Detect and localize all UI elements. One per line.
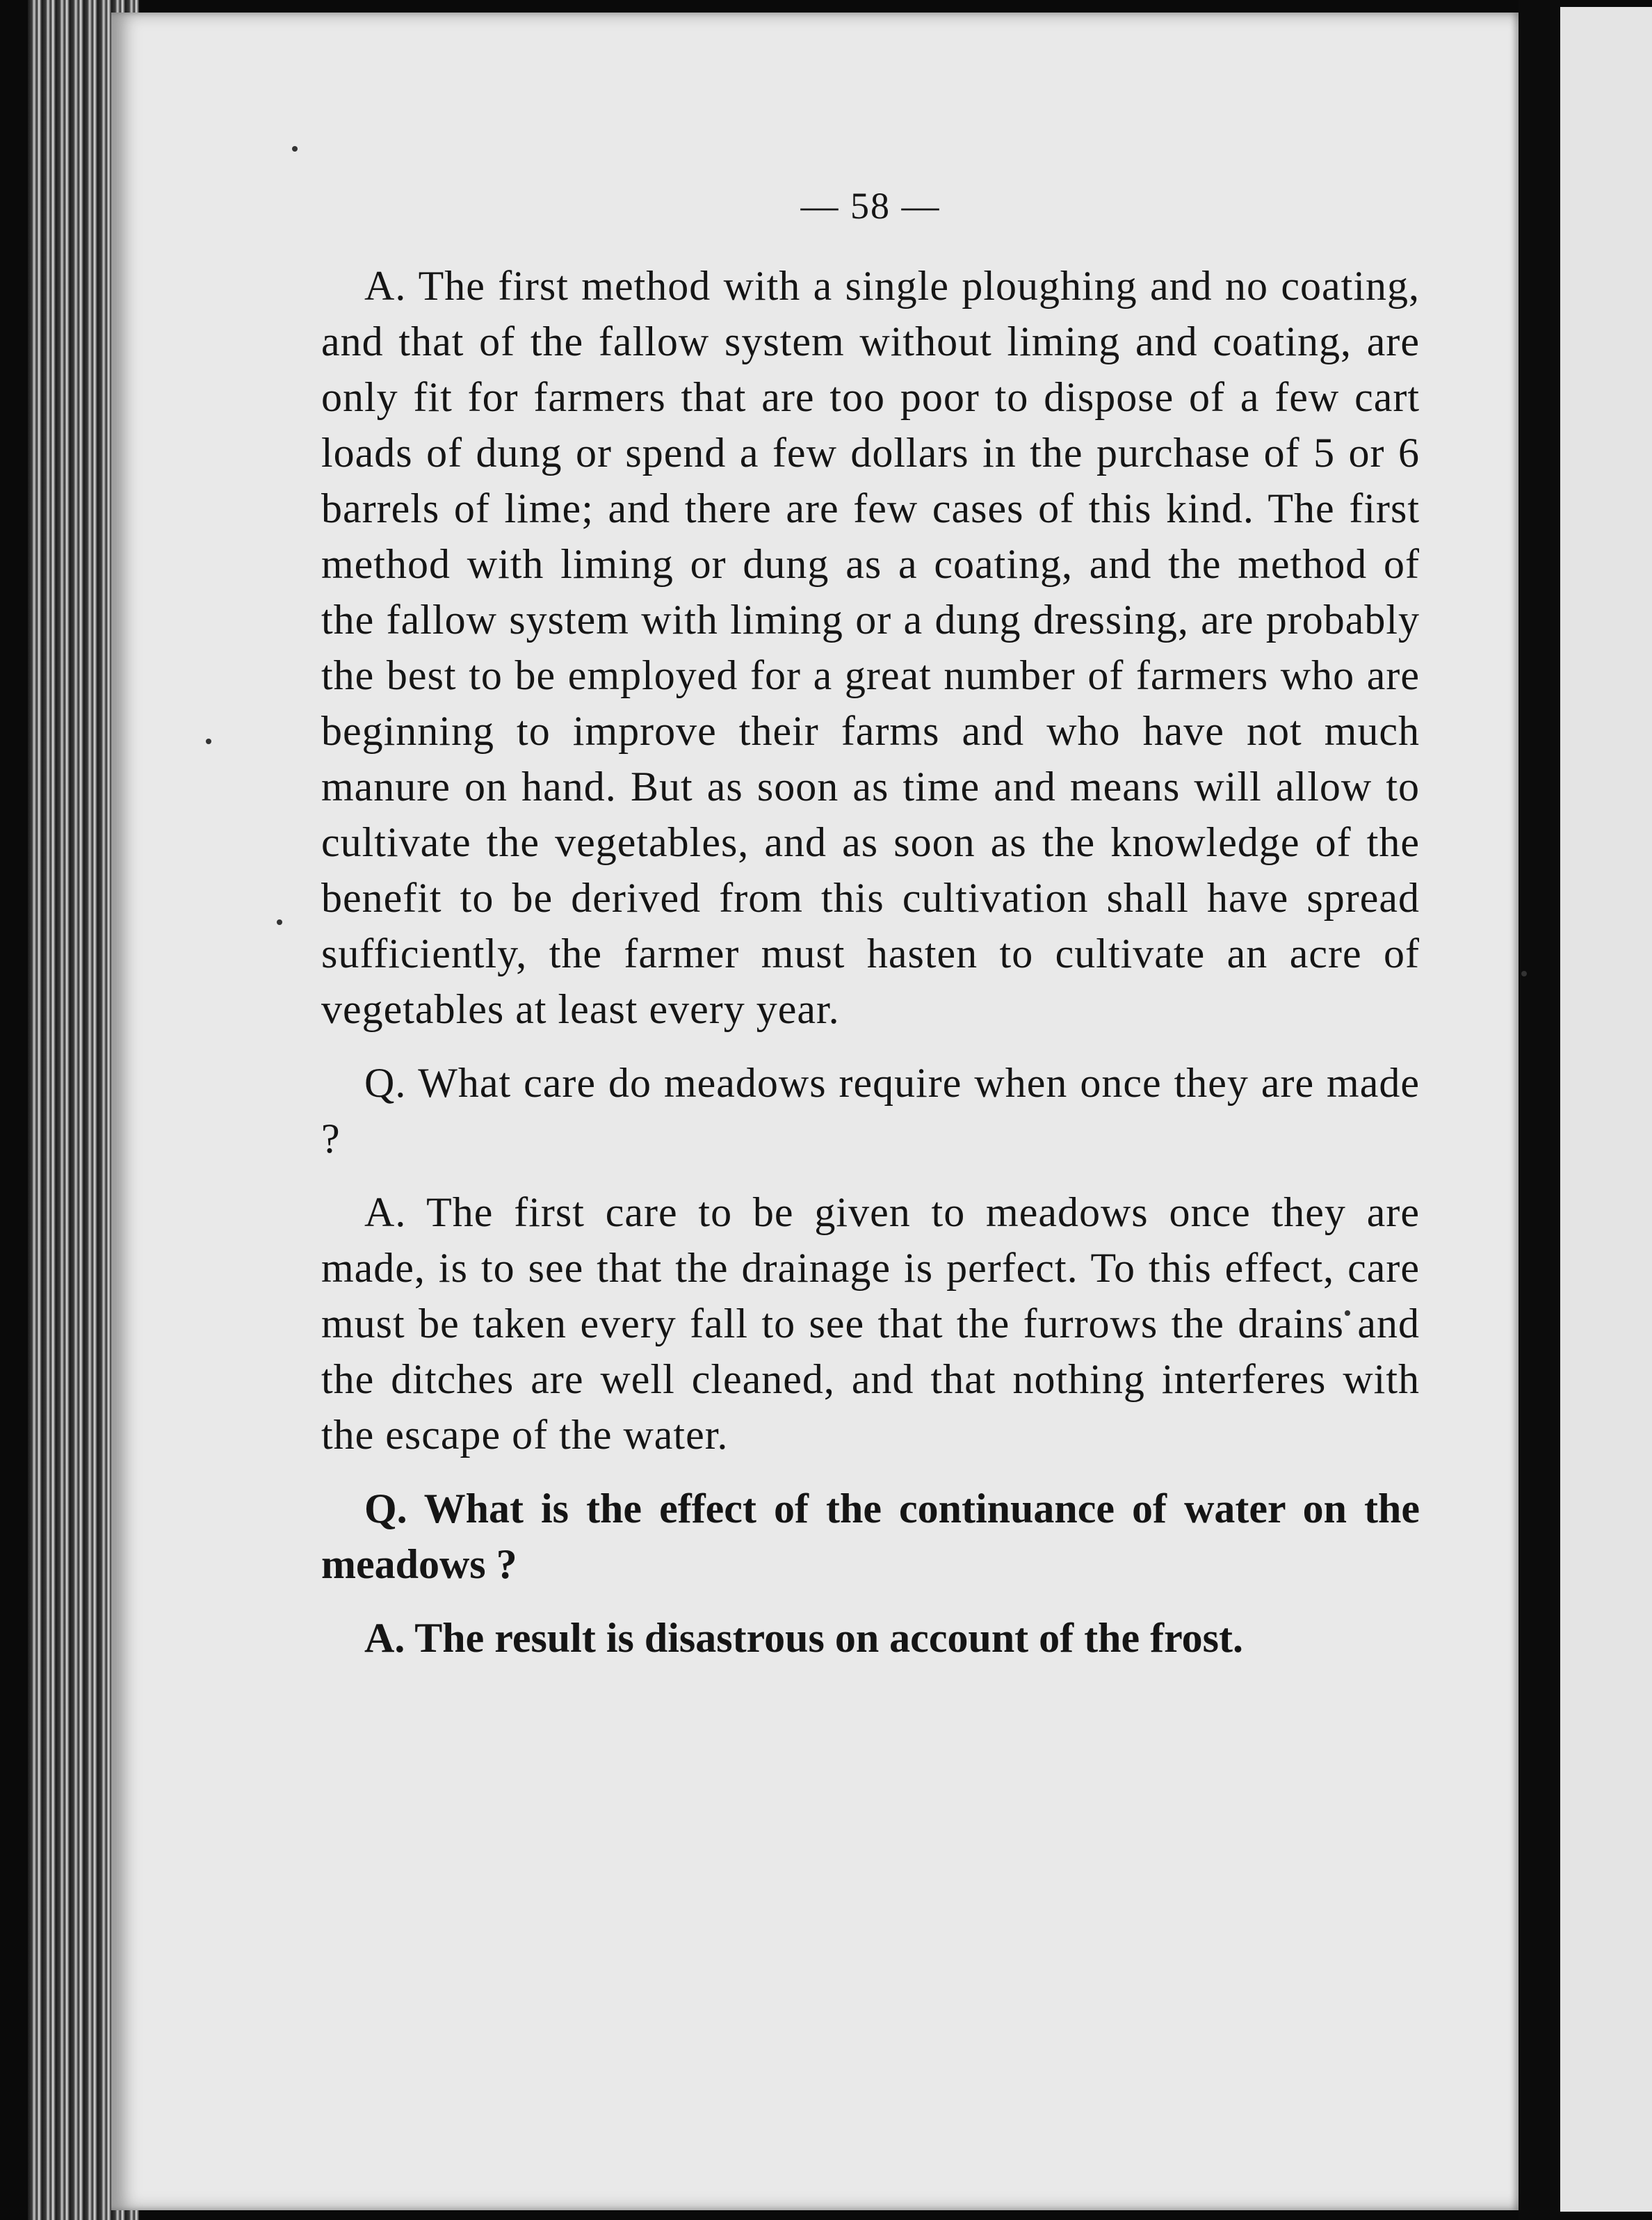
page-gutter xyxy=(1519,0,1560,2220)
adjacent-page-edge xyxy=(1560,7,1652,2212)
scan-speck xyxy=(292,146,298,152)
answer-paragraph: A. The result is disastrous on account of the frost. xyxy=(364,1615,1243,1661)
scan-speck xyxy=(277,919,282,925)
answer-paragraph: A. The first method with a single ploughing and no coating, and that of the fallow system without liming and coating, are only fit for farmers that are too poor to dispose of a few cart loads of dung or spend a few dollars in the purchase of 5 or 6 barrels of lime; and there are few cases of this kind. The first method with liming or dung as a coating, and the method of the fallow system with liming or a dung dressing, are probably the best to be employed for a great number of farmers who are beginning to improve their farms and who have not much manure on hand. But as soon as time and means will allow to cultivate the vegetables, and as soon as the knowledge of the benefit to be derived from this cultivation shall have spread sufficiently, the farmer must hasten to cultivate an acre of vegetables at least every year. xyxy=(321,263,1420,1032)
page-text xyxy=(321,184,1420,1684)
scan-speck xyxy=(206,739,211,744)
question-paragraph: Q. What is the effect of the continuance of water on the meadows ? xyxy=(321,1486,1420,1587)
question-paragraph: Q. What care do meadows require when once they are made ? xyxy=(321,1060,1420,1161)
answer-paragraph: A. The first care to be given to meadows once they are made, is to see that the drainage is perfect. To this effect, care must be taken every fall to see that the furrows the drains and the ditches are well cleaned, and that nothing interferes with the escape of the water. xyxy=(321,1189,1420,1458)
page-number: — 58 — xyxy=(800,185,941,227)
scan-speck xyxy=(1521,971,1527,976)
